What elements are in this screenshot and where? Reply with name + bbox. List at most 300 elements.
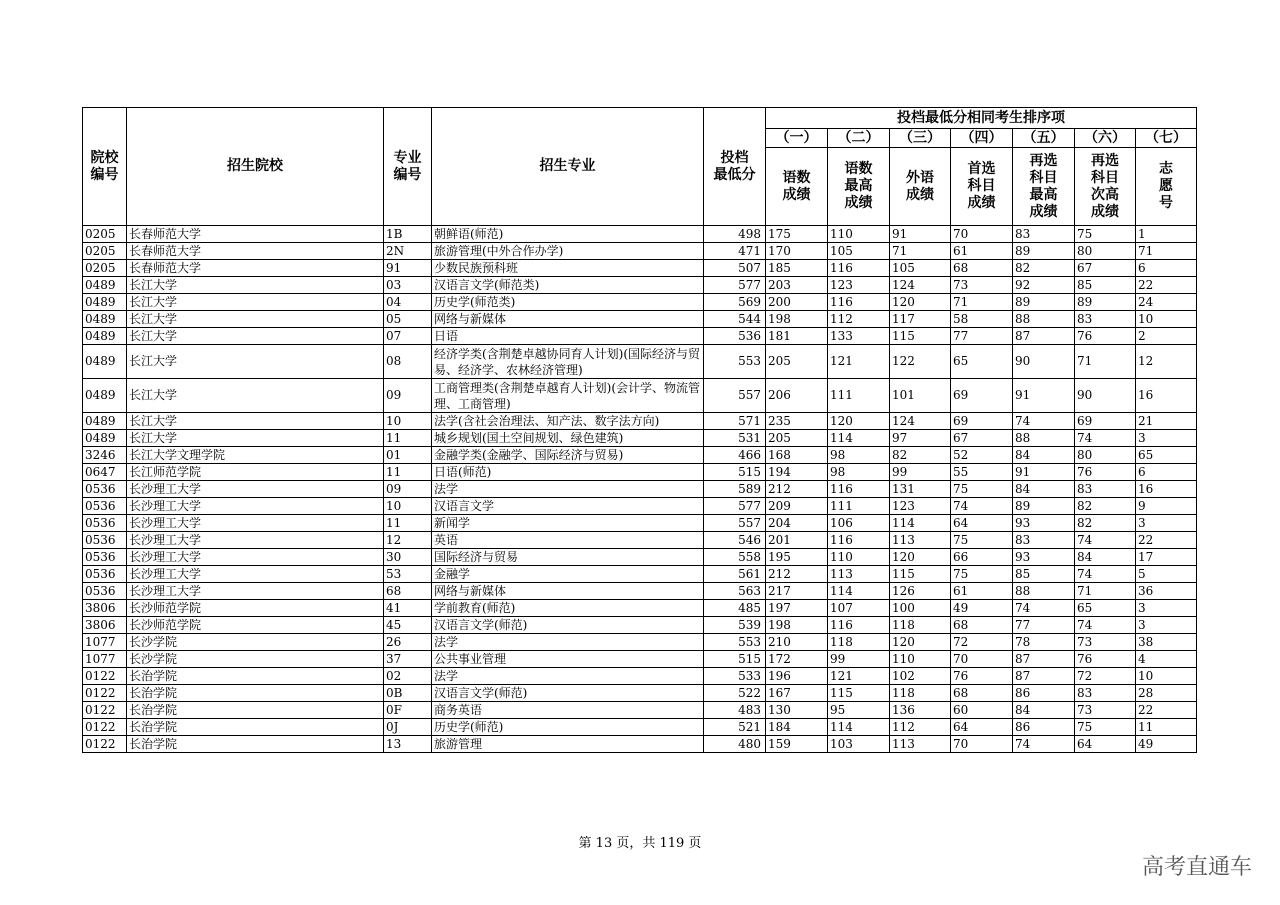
cell-order-1: 168: [766, 447, 828, 464]
cell-major-code: 2N: [384, 243, 432, 260]
cell-order-4: 60: [951, 702, 1013, 719]
cell-major-name: 法学(含社会治理法、知产法、数字法方向): [432, 413, 704, 430]
cell-order-7: 10: [1136, 668, 1197, 685]
cell-order-4: 77: [951, 328, 1013, 345]
cell-order-2: 121: [828, 668, 890, 685]
cell-school-code: 3246: [83, 447, 127, 464]
cell-order-1: 206: [766, 379, 828, 413]
cell-order-3: 113: [890, 532, 951, 549]
table-row: [83, 668, 1197, 685]
cell-school-code: 0536: [83, 532, 127, 549]
cell-order-4: 58: [951, 311, 1013, 328]
cell-school-name: 长沙师范学院: [127, 600, 384, 617]
table-row: [83, 430, 1197, 447]
cell-school-name: 长治学院: [127, 685, 384, 702]
cell-order-1: 130: [766, 702, 828, 719]
cell-major-code: 45: [384, 617, 432, 634]
cell-major-code: 12: [384, 532, 432, 549]
cell-school-code: 0536: [83, 583, 127, 600]
cell-order-1: 205: [766, 345, 828, 379]
cell-order-7: 36: [1136, 583, 1197, 600]
cell-order-6: 65: [1075, 600, 1136, 617]
cell-school-name: 长江大学: [127, 277, 384, 294]
cell-order-4: 70: [951, 226, 1013, 243]
cell-min-score: 531: [704, 430, 766, 447]
cell-min-score: 515: [704, 651, 766, 668]
cell-major-code: 68: [384, 583, 432, 600]
cell-school-name: 长春师范大学: [127, 243, 384, 260]
cell-major-code: 09: [384, 481, 432, 498]
cell-order-5: 88: [1013, 311, 1075, 328]
cell-order-7: 3: [1136, 515, 1197, 532]
cell-order-5: 87: [1013, 668, 1075, 685]
cell-order-5: 83: [1013, 226, 1075, 243]
cell-school-code: 0536: [83, 549, 127, 566]
cell-order-6: 90: [1075, 379, 1136, 413]
cell-major-code: 13: [384, 736, 432, 753]
table-row: [83, 600, 1197, 617]
cell-major-code: 10: [384, 498, 432, 515]
header-school-name: 招生院校: [127, 108, 384, 226]
cell-order-1: 184: [766, 719, 828, 736]
cell-order-3: 105: [890, 260, 951, 277]
table-row: [83, 481, 1197, 498]
cell-order-3: 126: [890, 583, 951, 600]
cell-order-4: 61: [951, 583, 1013, 600]
cell-school-name: 长沙理工大学: [127, 549, 384, 566]
cell-school-code: 0536: [83, 566, 127, 583]
cell-order-2: 113: [828, 566, 890, 583]
cell-order-2: 123: [828, 277, 890, 294]
cell-order-2: 116: [828, 617, 890, 634]
cell-school-name: 长春师范大学: [127, 260, 384, 277]
cell-major-name: 城乡规划(国土空间规划、绿色建筑): [432, 430, 704, 447]
cell-order-1: 197: [766, 600, 828, 617]
cell-order-5: 86: [1013, 719, 1075, 736]
cell-min-score: 480: [704, 736, 766, 753]
cell-min-score: 539: [704, 617, 766, 634]
cell-major-code: 03: [384, 277, 432, 294]
cell-major-code: 37: [384, 651, 432, 668]
cell-order-1: 185: [766, 260, 828, 277]
cell-school-code: 0536: [83, 481, 127, 498]
cell-school-name: 长沙师范学院: [127, 617, 384, 634]
cell-school-name: 长江大学文理学院: [127, 447, 384, 464]
cell-school-code: 0205: [83, 243, 127, 260]
cell-school-name: 长江大学: [127, 430, 384, 447]
cell-min-score: 483: [704, 702, 766, 719]
cell-order-7: 3: [1136, 617, 1197, 634]
table-row: [83, 447, 1197, 464]
table-row: [83, 464, 1197, 481]
cell-order-2: 121: [828, 345, 890, 379]
cell-order-7: 38: [1136, 634, 1197, 651]
cell-major-name: 汉语言文学(师范类): [432, 277, 704, 294]
cell-order-5: 89: [1013, 498, 1075, 515]
cell-min-score: 563: [704, 583, 766, 600]
cell-major-name: 旅游管理: [432, 736, 704, 753]
cell-order-7: 6: [1136, 260, 1197, 277]
cell-order-3: 117: [890, 311, 951, 328]
cell-order-6: 89: [1075, 294, 1136, 311]
cell-order-3: 115: [890, 328, 951, 345]
cell-school-name: 长江大学: [127, 294, 384, 311]
cell-school-code: 0489: [83, 345, 127, 379]
cell-order-4: 64: [951, 719, 1013, 736]
table-row: [83, 379, 1197, 413]
header-order-item: 再选 科目 次高 成绩: [1075, 148, 1136, 226]
cell-major-name: 汉语言文学: [432, 498, 704, 515]
cell-major-name: 法学: [432, 668, 704, 685]
cell-order-1: 195: [766, 549, 828, 566]
cell-order-5: 88: [1013, 430, 1075, 447]
table-row: [83, 515, 1197, 532]
cell-school-code: 0536: [83, 498, 127, 515]
cell-order-5: 90: [1013, 345, 1075, 379]
cell-school-code: 3806: [83, 600, 127, 617]
cell-major-name: 法学: [432, 634, 704, 651]
cell-order-1: 201: [766, 532, 828, 549]
cell-order-6: 74: [1075, 532, 1136, 549]
cell-order-3: 120: [890, 634, 951, 651]
cell-order-7: 22: [1136, 277, 1197, 294]
cell-min-score: 571: [704, 413, 766, 430]
cell-school-code: 0122: [83, 719, 127, 736]
cell-order-2: 120: [828, 413, 890, 430]
cell-school-code: 0489: [83, 379, 127, 413]
cell-order-4: 69: [951, 413, 1013, 430]
cell-major-name: 网络与新媒体: [432, 311, 704, 328]
cell-order-5: 93: [1013, 549, 1075, 566]
cell-min-score: 577: [704, 277, 766, 294]
cell-major-name: 金融学类(金融学、国际经济与贸易): [432, 447, 704, 464]
cell-major-code: 0J: [384, 719, 432, 736]
header-order-item: 再选 科目 最高 成绩: [1013, 148, 1075, 226]
table-row: [83, 651, 1197, 668]
cell-order-7: 17: [1136, 549, 1197, 566]
cell-order-7: 24: [1136, 294, 1197, 311]
cell-school-code: 0205: [83, 226, 127, 243]
cell-school-code: 0647: [83, 464, 127, 481]
cell-order-4: 65: [951, 345, 1013, 379]
cell-school-name: 长沙理工大学: [127, 498, 384, 515]
cell-order-6: 75: [1075, 226, 1136, 243]
cell-order-7: 22: [1136, 532, 1197, 549]
cell-order-4: 61: [951, 243, 1013, 260]
cell-major-name: 网络与新媒体: [432, 583, 704, 600]
cell-major-code: 04: [384, 294, 432, 311]
table-row: [83, 413, 1197, 430]
cell-order-4: 55: [951, 464, 1013, 481]
cell-order-6: 76: [1075, 651, 1136, 668]
cell-order-2: 99: [828, 651, 890, 668]
table-row: [83, 243, 1197, 260]
cell-order-6: 64: [1075, 736, 1136, 753]
table-row: [83, 294, 1197, 311]
cell-major-code: 11: [384, 515, 432, 532]
cell-major-code: 30: [384, 549, 432, 566]
cell-order-6: 80: [1075, 447, 1136, 464]
cell-min-score: 557: [704, 379, 766, 413]
header-order-num: （四）: [951, 129, 1013, 148]
cell-order-4: 49: [951, 600, 1013, 617]
cell-order-7: 12: [1136, 345, 1197, 379]
table-row: [83, 311, 1197, 328]
cell-order-5: 74: [1013, 736, 1075, 753]
cell-order-5: 89: [1013, 243, 1075, 260]
cell-order-2: 118: [828, 634, 890, 651]
cell-major-code: 02: [384, 668, 432, 685]
cell-school-code: 3806: [83, 617, 127, 634]
cell-order-3: 71: [890, 243, 951, 260]
cell-order-6: 71: [1075, 345, 1136, 379]
cell-major-name: 汉语言文学(师范): [432, 685, 704, 702]
cell-order-2: 110: [828, 549, 890, 566]
cell-order-4: 70: [951, 651, 1013, 668]
cell-school-name: 长沙理工大学: [127, 566, 384, 583]
cell-min-score: 485: [704, 600, 766, 617]
cell-order-4: 66: [951, 549, 1013, 566]
cell-school-name: 长江大学: [127, 379, 384, 413]
table-row: [83, 702, 1197, 719]
cell-min-score: 558: [704, 549, 766, 566]
cell-order-3: 101: [890, 379, 951, 413]
cell-order-5: 87: [1013, 328, 1075, 345]
cell-order-6: 82: [1075, 498, 1136, 515]
cell-order-6: 67: [1075, 260, 1136, 277]
cell-order-1: 196: [766, 668, 828, 685]
cell-order-3: 122: [890, 345, 951, 379]
cell-school-name: 长春师范大学: [127, 226, 384, 243]
cell-order-4: 68: [951, 260, 1013, 277]
cell-school-code: 1077: [83, 634, 127, 651]
cell-order-6: 75: [1075, 719, 1136, 736]
cell-order-2: 114: [828, 583, 890, 600]
cell-major-name: 英语: [432, 532, 704, 549]
cell-order-4: 75: [951, 566, 1013, 583]
cell-min-score: 577: [704, 498, 766, 515]
header-order-item: 语数 最高 成绩: [828, 148, 890, 226]
cell-order-1: 159: [766, 736, 828, 753]
cell-order-2: 107: [828, 600, 890, 617]
cell-order-7: 11: [1136, 719, 1197, 736]
cell-order-7: 28: [1136, 685, 1197, 702]
cell-major-code: 09: [384, 379, 432, 413]
cell-min-score: 521: [704, 719, 766, 736]
cell-order-2: 115: [828, 685, 890, 702]
cell-order-1: 217: [766, 583, 828, 600]
cell-order-5: 84: [1013, 702, 1075, 719]
cell-major-code: 0B: [384, 685, 432, 702]
cell-order-1: 212: [766, 566, 828, 583]
cell-order-3: 120: [890, 549, 951, 566]
cell-order-6: 73: [1075, 702, 1136, 719]
cell-school-code: 1077: [83, 651, 127, 668]
cell-order-3: 97: [890, 430, 951, 447]
cell-major-name: 国际经济与贸易: [432, 549, 704, 566]
cell-order-6: 83: [1075, 311, 1136, 328]
cell-min-score: 522: [704, 685, 766, 702]
cell-order-3: 124: [890, 413, 951, 430]
cell-order-2: 105: [828, 243, 890, 260]
cell-order-5: 91: [1013, 379, 1075, 413]
table-header: [83, 108, 1197, 226]
cell-order-6: 74: [1075, 617, 1136, 634]
cell-order-2: 95: [828, 702, 890, 719]
table-row: [83, 260, 1197, 277]
cell-order-6: 80: [1075, 243, 1136, 260]
cell-major-name: 历史学(师范类): [432, 294, 704, 311]
cell-major-name: 历史学(师范): [432, 719, 704, 736]
admission-score-table: [82, 107, 1197, 753]
header-order-num: （二）: [828, 129, 890, 148]
cell-school-code: 0122: [83, 736, 127, 753]
cell-school-code: 0536: [83, 515, 127, 532]
cell-order-5: 92: [1013, 277, 1075, 294]
cell-school-name: 长江大学: [127, 413, 384, 430]
cell-order-1: 235: [766, 413, 828, 430]
cell-order-5: 88: [1013, 583, 1075, 600]
table-row: [83, 634, 1197, 651]
cell-major-name: 少数民族预科班: [432, 260, 704, 277]
cell-order-6: 84: [1075, 549, 1136, 566]
cell-order-4: 72: [951, 634, 1013, 651]
table-row: [83, 719, 1197, 736]
cell-order-5: 91: [1013, 464, 1075, 481]
cell-major-name: 汉语言文学(师范): [432, 617, 704, 634]
cell-major-name: 商务英语: [432, 702, 704, 719]
cell-school-code: 0122: [83, 685, 127, 702]
cell-school-code: 0489: [83, 294, 127, 311]
cell-order-1: 203: [766, 277, 828, 294]
cell-major-code: 41: [384, 600, 432, 617]
watermark-logo-text: 高考直通车: [1141, 855, 1252, 880]
cell-order-3: 113: [890, 736, 951, 753]
cell-order-3: 99: [890, 464, 951, 481]
table-row: [83, 532, 1197, 549]
cell-order-2: 116: [828, 260, 890, 277]
cell-order-3: 102: [890, 668, 951, 685]
cell-order-6: 83: [1075, 481, 1136, 498]
cell-order-4: 74: [951, 498, 1013, 515]
cell-major-name: 金融学: [432, 566, 704, 583]
cell-order-3: 114: [890, 515, 951, 532]
cell-order-5: 78: [1013, 634, 1075, 651]
cell-order-7: 21: [1136, 413, 1197, 430]
cell-major-code: 10: [384, 413, 432, 430]
cell-order-7: 16: [1136, 481, 1197, 498]
cell-order-3: 115: [890, 566, 951, 583]
cell-order-5: 89: [1013, 294, 1075, 311]
table-row: [83, 226, 1197, 243]
cell-order-5: 84: [1013, 447, 1075, 464]
cell-major-name: 新闻学: [432, 515, 704, 532]
cell-major-name: 旅游管理(中外合作办学): [432, 243, 704, 260]
cell-school-name: 长沙学院: [127, 634, 384, 651]
header-order-item: 语数 成绩: [766, 148, 828, 226]
table-row: [83, 277, 1197, 294]
cell-order-6: 74: [1075, 566, 1136, 583]
cell-min-score: 515: [704, 464, 766, 481]
cell-min-score: 466: [704, 447, 766, 464]
cell-school-name: 长沙理工大学: [127, 515, 384, 532]
header-major-code: 专业 编号: [384, 108, 432, 226]
cell-major-name: 公共事业管理: [432, 651, 704, 668]
cell-order-1: 198: [766, 311, 828, 328]
cell-school-code: 0205: [83, 260, 127, 277]
cell-major-code: 01: [384, 447, 432, 464]
cell-order-3: 82: [890, 447, 951, 464]
cell-order-1: 212: [766, 481, 828, 498]
cell-min-score: 553: [704, 634, 766, 651]
table-row: [83, 617, 1197, 634]
cell-order-1: 181: [766, 328, 828, 345]
cell-order-4: 76: [951, 668, 1013, 685]
cell-school-name: 长治学院: [127, 736, 384, 753]
cell-school-name: 长沙学院: [127, 651, 384, 668]
cell-major-name: 日语(师范): [432, 464, 704, 481]
cell-order-2: 114: [828, 430, 890, 447]
cell-order-2: 111: [828, 498, 890, 515]
cell-order-7: 65: [1136, 447, 1197, 464]
cell-school-code: 0489: [83, 277, 127, 294]
cell-order-2: 116: [828, 532, 890, 549]
cell-order-7: 10: [1136, 311, 1197, 328]
cell-order-6: 74: [1075, 430, 1136, 447]
cell-order-7: 22: [1136, 702, 1197, 719]
cell-order-1: 170: [766, 243, 828, 260]
cell-order-7: 9: [1136, 498, 1197, 515]
cell-order-3: 118: [890, 685, 951, 702]
cell-order-5: 74: [1013, 600, 1075, 617]
cell-school-code: 0489: [83, 413, 127, 430]
cell-major-name: 法学: [432, 481, 704, 498]
cell-order-7: 49: [1136, 736, 1197, 753]
header-order-item: 外语 成绩: [890, 148, 951, 226]
cell-order-4: 69: [951, 379, 1013, 413]
cell-order-5: 83: [1013, 532, 1075, 549]
cell-order-5: 86: [1013, 685, 1075, 702]
cell-order-1: 198: [766, 617, 828, 634]
cell-min-score: 498: [704, 226, 766, 243]
header-order-num: （六）: [1075, 129, 1136, 148]
table-row: [83, 583, 1197, 600]
cell-major-code: 91: [384, 260, 432, 277]
cell-order-2: 116: [828, 294, 890, 311]
cell-order-6: 76: [1075, 464, 1136, 481]
cell-order-1: 209: [766, 498, 828, 515]
cell-order-6: 82: [1075, 515, 1136, 532]
cell-order-6: 85: [1075, 277, 1136, 294]
cell-order-2: 111: [828, 379, 890, 413]
cell-order-7: 4: [1136, 651, 1197, 668]
cell-order-5: 87: [1013, 651, 1075, 668]
header-order-item: 首选 科目 成绩: [951, 148, 1013, 226]
cell-school-name: 长治学院: [127, 668, 384, 685]
cell-min-score: 533: [704, 668, 766, 685]
cell-order-6: 73: [1075, 634, 1136, 651]
cell-major-name: 日语: [432, 328, 704, 345]
header-order-num: （五）: [1013, 129, 1075, 148]
header-school-code: 院校 编号: [83, 108, 127, 226]
cell-major-code: 11: [384, 464, 432, 481]
cell-school-name: 长治学院: [127, 719, 384, 736]
cell-min-score: 546: [704, 532, 766, 549]
cell-major-code: 11: [384, 430, 432, 447]
table-body: [83, 226, 1197, 753]
cell-order-4: 71: [951, 294, 1013, 311]
cell-order-4: 70: [951, 736, 1013, 753]
